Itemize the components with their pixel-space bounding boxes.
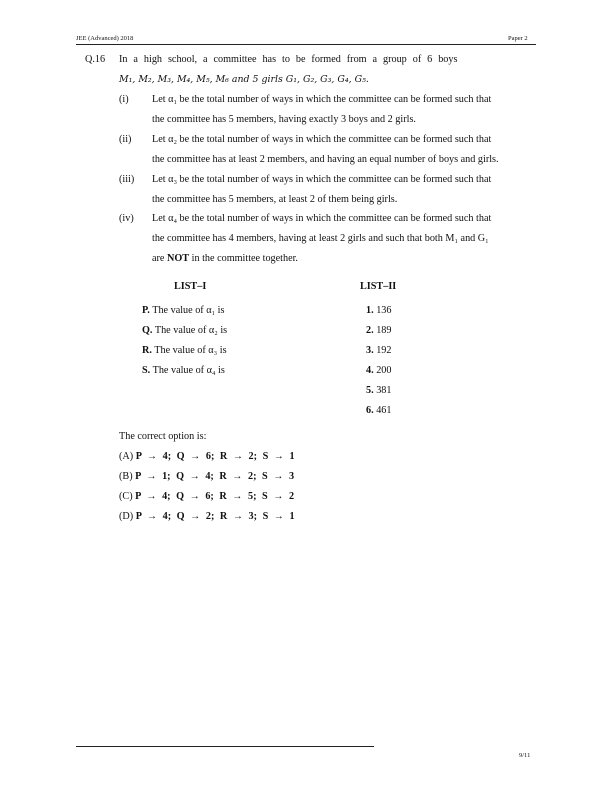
list2-item: 3. 192 [366, 345, 392, 356]
part-label: (i) [119, 94, 129, 105]
part-text: Let α₁ be the total number of ways in which the committee can be formed such that [152, 94, 492, 105]
option-c: (C) P → 4; Q → 6; R → 5; S → 2 [119, 491, 295, 502]
answer-prompt: The correct option is: [119, 431, 207, 442]
part-text: the committee has 4 members, having at least 2 girls and such that both M₁ and G₁ [152, 233, 489, 244]
header-paper: Paper 2 [508, 35, 528, 42]
option-a: (A) P → 4; Q → 6; R → 2; S → 1 [119, 451, 295, 462]
page-number: 9/11 [519, 752, 531, 759]
part-text: the committee has 5 members, at least 2 of them being girls. [152, 194, 398, 205]
question-number: Q.16 [85, 54, 106, 65]
list1-item: R. The value of α₃ is [142, 345, 227, 356]
part-text: Let α₃ be the total number of ways in which the committee can be formed such that [152, 174, 492, 185]
list2-item: 5. 381 [366, 385, 392, 396]
list2-item: 4. 200 [366, 365, 392, 376]
list2-item: 2. 189 [366, 325, 392, 336]
list1-item: P. The value of α₁ is [142, 305, 225, 316]
list1-item: S. The value of α₄ is [142, 365, 225, 376]
part-text: the committee has 5 members, having exactly 3 boys and 2 girls. [152, 114, 416, 125]
header-exam-name: JEE (Advanced) 2018 [76, 35, 134, 42]
part-text: are NOT in the committee together. [152, 253, 298, 264]
part-label: (ii) [119, 134, 132, 145]
list1-item: Q. The value of α₂ is [142, 325, 228, 336]
option-d: (D) P → 4; Q → 2; R → 3; S → 1 [119, 511, 295, 522]
list2-item: 1. 136 [366, 305, 392, 316]
part-text: Let α₄ be the total number of ways in which the committee can be formed such that [152, 213, 492, 224]
part-label: (iii) [119, 174, 135, 185]
part-text: Let α₂ be the total number of ways in which the committee can be formed such that [152, 134, 492, 145]
list1-heading: LIST–I [174, 281, 207, 292]
part-text: the committee has at least 2 members, and having an equal number of boys and girls. [152, 154, 499, 165]
part-label: (iv) [119, 213, 134, 224]
list2-item: 6. 461 [366, 405, 392, 416]
option-b: (B) P → 1; Q → 4; R → 2; S → 3 [119, 471, 295, 482]
header-rule [76, 44, 536, 45]
question-intro-line2: M₁, M₂, M₃, M₄, M₅, M₆ and 5 girls G₁, G₂, G₃, G₄, G₅. [119, 74, 369, 85]
list2-heading: LIST–II [360, 281, 397, 292]
question-intro-line1: In a high school, a committee has to be formed from a group of 6 boys [119, 54, 458, 65]
footer-rule [76, 746, 374, 747]
